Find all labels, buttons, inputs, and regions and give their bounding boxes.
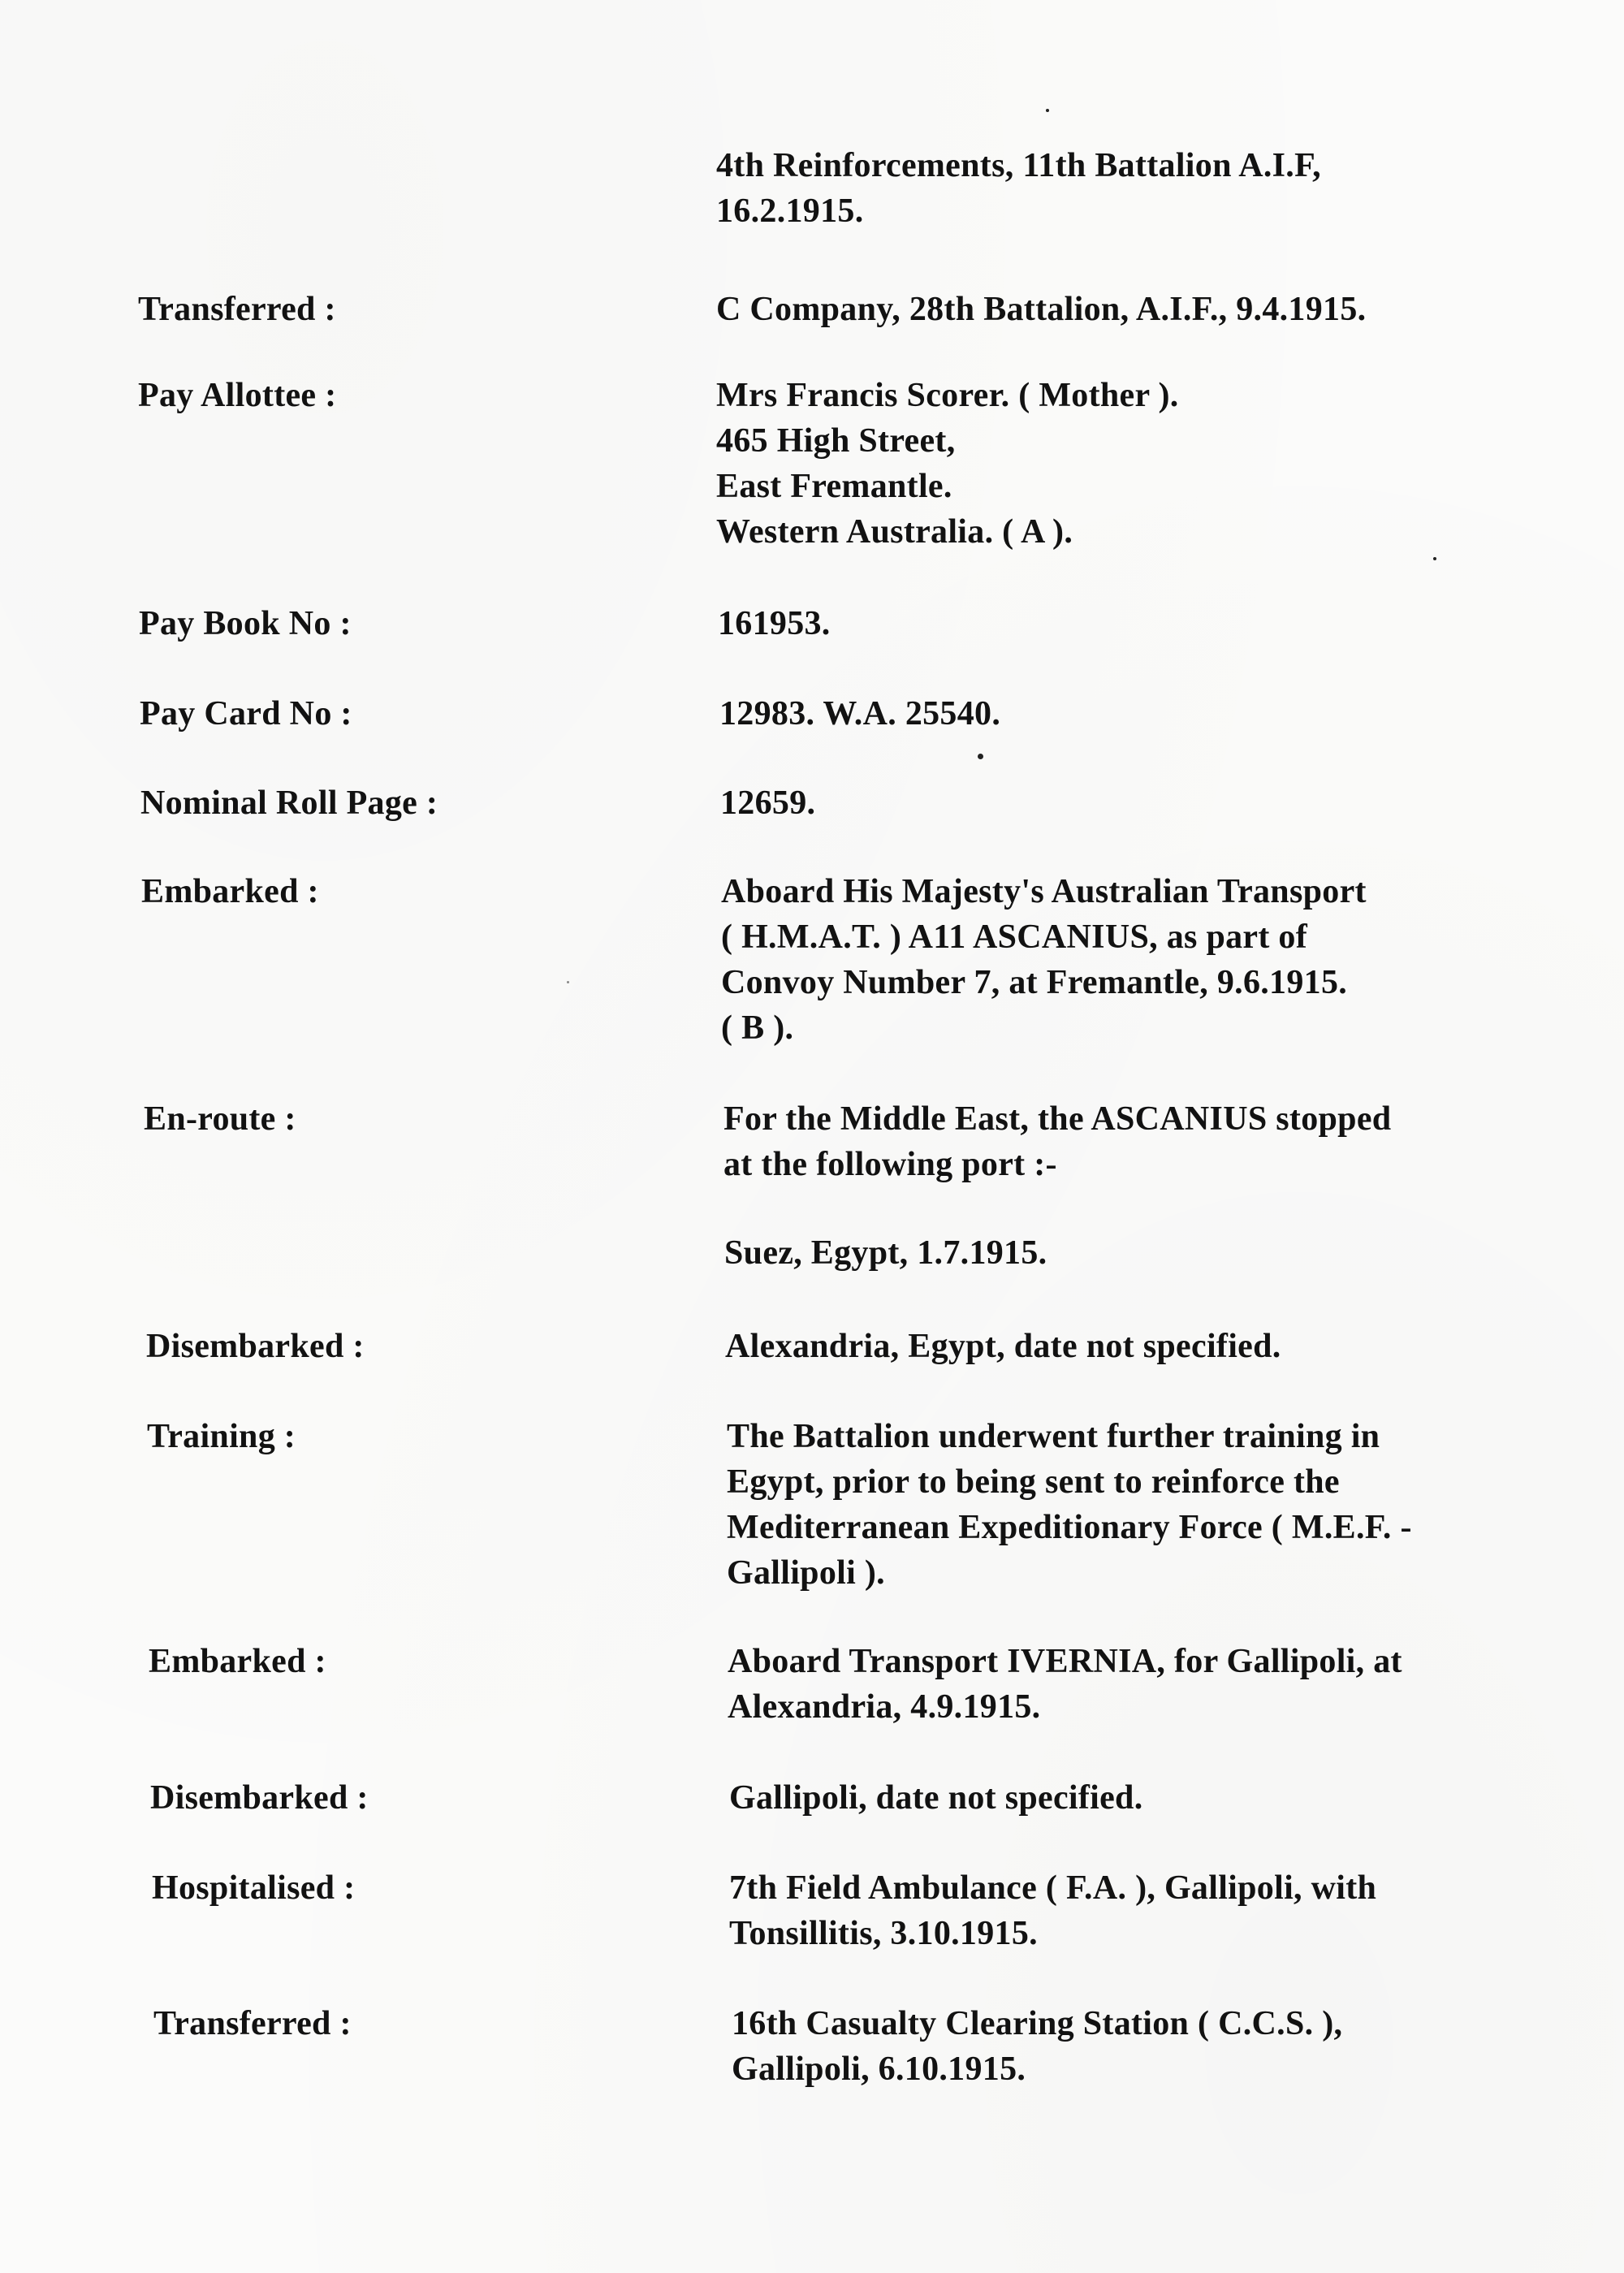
value-line: ( B ).: [721, 1009, 794, 1047]
entry-value: [719, 691, 1000, 737]
entry-label: Transferred :: [138, 291, 336, 328]
value-line: 16.2.1915.: [716, 192, 864, 230]
entry-label: Nominal Roll Page :: [140, 784, 438, 822]
entry-value: [724, 1230, 1047, 1276]
value-line: The Battalion underwent further training in: [727, 1418, 1380, 1455]
entry-label: Embarked :: [149, 1643, 326, 1680]
value-line: Convoy Number 7, at Fremantle, 9.6.1915.: [721, 964, 1348, 1001]
value-line: For the Middle East, the ASCANIUS stopped: [723, 1100, 1392, 1138]
value-line: at the following port :-: [723, 1146, 1057, 1183]
entry-label: Disembarked :: [146, 1328, 365, 1365]
entry-value: [716, 373, 1179, 555]
scan-speck: [978, 754, 983, 759]
value-line: Gallipoli ).: [727, 1554, 885, 1592]
value-line: Mediterranean Expeditionary Force ( M.E.F. -: [727, 1509, 1412, 1546]
value-line: Suez, Egypt, 1.7.1915.: [724, 1234, 1047, 1272]
scan-speck: [1046, 109, 1049, 112]
value-line: ( H.M.A.T. ) A11 ASCANIUS, as part of: [721, 918, 1308, 956]
entry-label: Training :: [147, 1418, 296, 1455]
scan-speck: [567, 981, 569, 983]
entry-value: [728, 1639, 1402, 1730]
value-line: Alexandria, 4.9.1915.: [728, 1688, 1041, 1726]
value-line: East Fremantle.: [716, 468, 952, 505]
value-line: 4th Reinforcements, 11th Battalion A.I.F,: [716, 147, 1321, 184]
entry-label: Pay Card No :: [140, 695, 352, 732]
entry-label: Embarked :: [141, 873, 319, 910]
entry-value: [729, 1775, 1143, 1821]
entry-label: Hospitalised :: [152, 1869, 356, 1907]
value-line: 16th Casualty Clearing Station ( C.C.S. ),: [732, 2005, 1343, 2042]
value-line: 12983. W.A. 25540.: [719, 695, 1001, 732]
entry-label: Transferred :: [153, 2005, 352, 2042]
entry-value: [723, 1096, 1391, 1187]
entry-value: [718, 601, 831, 646]
value-line: 12659.: [720, 784, 816, 822]
value-line: 7th Field Ambulance ( F.A. ), Gallipoli, with: [729, 1869, 1377, 1907]
entry-label: Disembarked :: [150, 1779, 369, 1817]
value-line: C Company, 28th Battalion, A.I.F., 9.4.1915.: [716, 291, 1367, 328]
value-line: Alexandria, Egypt, date not specified.: [725, 1328, 1281, 1365]
entry-label: Pay Allottee :: [138, 377, 337, 414]
scan-speck: [1433, 557, 1436, 560]
entry-value: [721, 869, 1367, 1051]
value-line: Western Australia. ( A ).: [716, 513, 1073, 551]
entry-value: [716, 287, 1366, 332]
value-line: Egypt, prior to being sent to reinforce the: [727, 1463, 1340, 1501]
value-line: Mrs Francis Scorer. ( Mother ).: [716, 377, 1179, 414]
value-line: 161953.: [718, 605, 831, 642]
entry-label: En-route :: [144, 1100, 296, 1138]
value-line: Aboard Transport IVERNIA, for Gallipoli, at: [728, 1643, 1402, 1680]
value-line: Aboard His Majesty's Australian Transport: [721, 873, 1367, 910]
value-line: Gallipoli, 6.10.1915.: [732, 2050, 1026, 2088]
entry-label: Pay Book No :: [139, 605, 352, 642]
entry-value: [729, 1865, 1376, 1956]
value-line: Gallipoli, date not specified.: [729, 1779, 1143, 1817]
entry-value: [725, 1324, 1281, 1369]
value-line: Tonsillitis, 3.10.1915.: [729, 1915, 1038, 1952]
entry-value: [716, 143, 1321, 234]
value-line: 465 High Street,: [716, 422, 956, 460]
entry-value: [727, 1414, 1412, 1596]
entry-value: [732, 2001, 1342, 2092]
entry-value: [720, 780, 815, 826]
